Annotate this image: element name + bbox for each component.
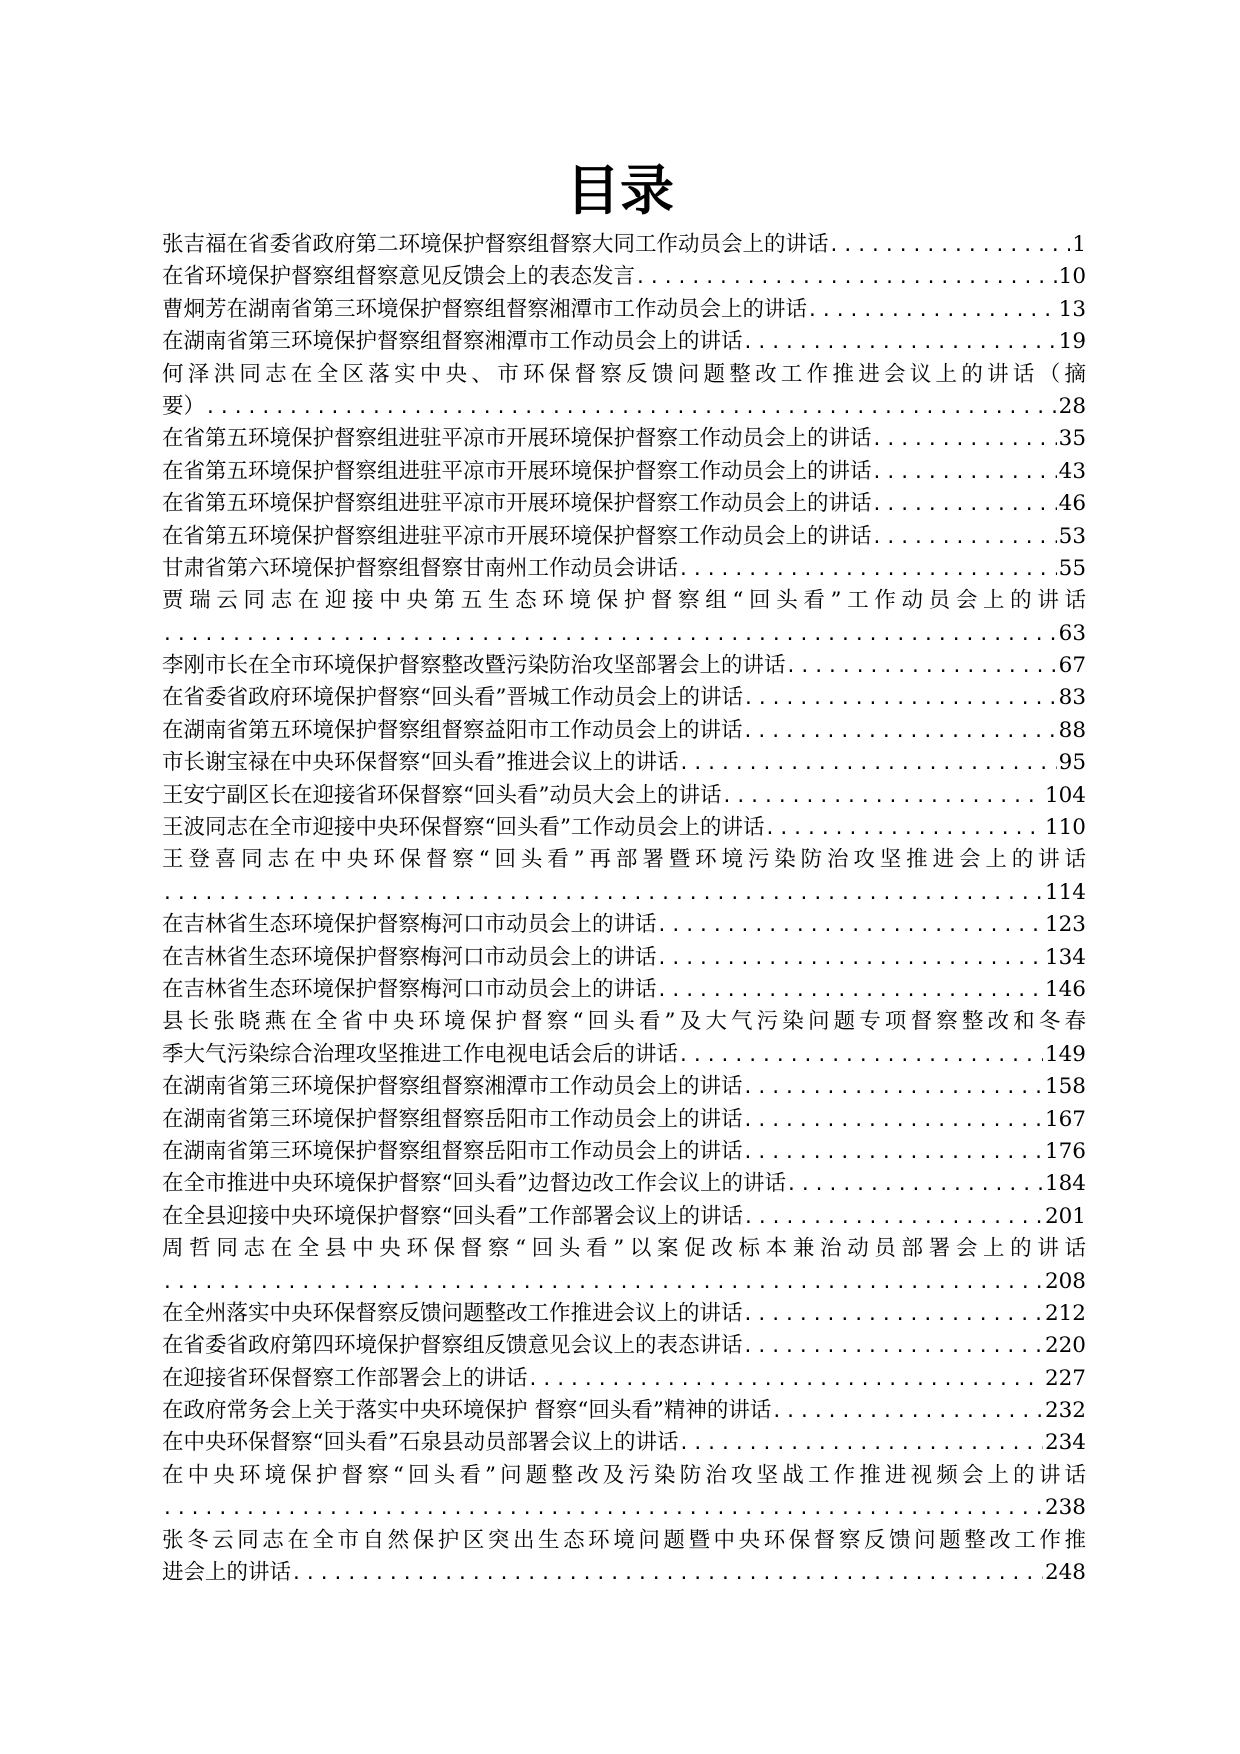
toc-entry[interactable] [162,780,1086,812]
toc-page-number: 104 [1044,782,1086,808]
dot-leader [722,781,1043,812]
dot-leader [743,1331,1043,1362]
toc-entry-title: 何泽洪同志在全区落实中央、市环保督察反馈问题整改工作推进会议上的讲话（摘 [162,361,1086,387]
dot-leader [743,683,1057,714]
toc-entry-title: 在湖南省第三环境保护督察组督察湘潭市工作动员会上的讲话 [162,1074,743,1100]
dot-leader [162,1267,1043,1298]
dot-leader [528,1364,1043,1395]
toc-entry-title: 在全市推进中央环境保护督察“回头看”边督边改工作会议上的讲话 [162,1171,786,1197]
toc-entry[interactable] [162,423,1086,455]
toc-entry-title: 在省第五环境保护督察组进驻平凉市开展环境保护督察工作动员会上的讲话 [162,458,872,484]
toc-page-number: 158 [1044,1074,1086,1100]
toc-entry-title: 在湖南省第三环境保护督察组督察岳阳市工作动员会上的讲话 [162,1138,743,1164]
dot-leader [657,943,1043,974]
toc-page-number: 95 [1058,750,1086,776]
toc-entry[interactable] [162,1525,1086,1590]
dot-leader [743,1105,1043,1136]
toc-entry-title: 甘肃省第六环境保护督察组督察甘南州工作动员会讲话 [162,555,679,581]
dot-leader [829,230,1071,261]
dot-leader [657,910,1043,941]
dot-leader [291,1558,1043,1589]
page-title: 目录 [566,159,674,222]
toc-page-number: 13 [1058,296,1086,322]
toc-page-number: 55 [1058,555,1086,581]
dot-leader [872,522,1057,553]
dot-leader [743,1137,1043,1168]
dot-leader [743,1072,1043,1103]
dot-leader [635,262,1057,293]
toc-entry[interactable] [162,326,1086,358]
toc-entry-title: 在省第五环境保护督察组进驻平凉市开展环境保护督察工作动员会上的讲话 [162,523,872,549]
toc-entry[interactable] [162,1168,1086,1200]
toc-page-number: 167 [1044,1106,1086,1132]
toc-page-number: 146 [1044,976,1086,1002]
dot-leader [743,327,1057,358]
toc-entry[interactable] [162,456,1086,488]
toc-page-number: 88 [1058,717,1086,743]
toc-page-number: 19 [1058,329,1086,355]
toc-page-number: 220 [1044,1333,1086,1359]
toc-entry[interactable] [162,1201,1086,1233]
dot-leader [743,716,1057,747]
toc-page-number: 208 [1044,1268,1086,1294]
dot-leader [743,1202,1043,1233]
toc-entry-title: 季大气污染综合治理攻坚推进工作电视电话会后的讲话 [162,1041,679,1067]
toc-page-number: 232 [1044,1398,1086,1424]
dot-leader [771,1396,1043,1427]
dot-leader [872,489,1057,520]
toc-page-number: 114 [1044,879,1086,905]
toc-entry-title: 进会上的讲话 [162,1560,292,1586]
toc-page-number: 234 [1044,1430,1086,1456]
dot-leader [743,1299,1043,1330]
toc-page-number: 67 [1058,653,1086,679]
toc-entry-title: 贾瑞云同志在迎接中央第五生态环境保护督察组“回头看”工作动员会上的讲话 [162,588,1086,614]
toc-entry[interactable] [162,229,1086,261]
dot-leader [807,295,1057,326]
toc-entry[interactable] [162,650,1086,682]
toc-entry-title: 周哲同志在全县中央环保督察“回头看”以案促改标本兼治动员部署会上的讲话 [162,1236,1086,1262]
dot-leader [205,392,1057,423]
toc-entry[interactable] [162,844,1086,909]
toc-page-number: 227 [1044,1365,1086,1391]
toc-entry[interactable] [162,747,1086,779]
toc-entry-title: 张吉福在省委省政府第二环境保护督察组督察大同工作动员会上的讲话 [162,232,829,257]
toc-entry[interactable] [162,585,1086,650]
toc-page-number: 110 [1044,815,1086,841]
toc-page-number: 238 [1044,1495,1086,1521]
toc-entry-title: 市长谢宝禄在中央环保督察“回头看”推进会议上的讲话 [162,750,679,776]
toc-entry-title: 在中央环保督察“回头看”石泉县动员部署会议上的讲话 [162,1430,679,1456]
toc-entry-title: 县长张晓燕在全省中央环境保护督察“回头看”及大气污染问题专项督察整改和冬春 [162,1009,1086,1035]
dot-leader [162,1493,1043,1524]
toc-entry-title: 在政府常务会上关于落实中央环境保护 督察“回头看”精神的讲话 [162,1398,772,1424]
toc-entry[interactable] [162,682,1086,714]
dot-leader [786,651,1057,682]
toc-entry-title: 要） [162,393,206,419]
toc-entry-title: 在吉林省生态环境保护督察梅河口市动员会上的讲话 [162,976,657,1002]
toc-page-number: 63 [1058,620,1086,646]
toc-page-number: 10 [1058,264,1086,290]
toc-entry[interactable] [162,521,1086,553]
toc-entry[interactable] [162,1233,1086,1298]
toc-entry-title: 在省第五环境保护督察组进驻平凉市开展环境保护督察工作动员会上的讲话 [162,426,872,452]
toc-page-number: 201 [1044,1203,1086,1229]
toc-entry[interactable] [162,942,1086,974]
dot-leader [162,878,1043,909]
dot-leader [162,619,1057,650]
toc-entry[interactable] [162,1460,1086,1525]
toc-page-number: 46 [1058,491,1086,517]
toc-entry[interactable] [162,261,1086,293]
toc-page-number: 123 [1044,912,1086,938]
toc-entry[interactable] [162,909,1086,941]
toc-entry-title: 在湖南省第三环境保护督察组督察岳阳市工作动员会上的讲话 [162,1106,743,1132]
toc-page-number: 53 [1058,523,1086,549]
toc-entry-title: 在全州落实中央环保督察反馈问题整改工作推进会议上的讲话 [162,1300,743,1326]
toc-page-number: 28 [1058,393,1086,419]
toc-page-number: 149 [1044,1041,1086,1067]
toc-entry[interactable] [162,1395,1086,1427]
toc-page-number: 184 [1044,1171,1086,1197]
toc-page-number: 134 [1044,944,1086,970]
toc-entry[interactable] [162,1298,1086,1330]
toc-page-number: 212 [1044,1300,1086,1326]
toc-entry[interactable] [162,359,1086,424]
toc-entry-title: 在湖南省第三环境保护督察组督察湘潭市工作动员会上的讲话 [162,329,743,355]
toc-entry[interactable] [162,1006,1086,1071]
toc-entry-title: 在省委省政府第四环境保护督察组反馈意见会议上的表态讲话 [162,1333,743,1359]
toc-entry[interactable] [162,1104,1086,1136]
toc-entry[interactable] [162,1363,1086,1395]
table-of-contents [162,229,1086,1589]
toc-entry-title: 李刚市长在全市环境保护督察整改暨污染防治攻坚部署会上的讲话 [162,653,786,679]
toc-entry[interactable] [162,974,1086,1006]
toc-entry-title: 在省环境保护督察组督察意见反馈会上的表态发言 [162,264,636,290]
dot-leader [679,1428,1043,1459]
toc-entry-title: 在吉林省生态环境保护督察梅河口市动员会上的讲话 [162,944,657,970]
toc-entry-title: 在吉林省生态环境保护督察梅河口市动员会上的讲话 [162,912,657,938]
toc-page-number: 43 [1058,458,1086,484]
toc-entry[interactable] [162,1071,1086,1103]
toc-entry-title: 在全县迎接中央环境保护督察“回头看”工作部署会议上的讲话 [162,1203,743,1229]
toc-entry[interactable] [162,1427,1086,1459]
dot-leader [657,975,1043,1006]
toc-entry[interactable] [162,1330,1086,1362]
toc-entry-title: 在迎接省环保督察工作部署会上的讲话 [162,1365,528,1391]
toc-entry-title: 在湖南省第五环境保护督察组督察益阳市工作动员会上的讲话 [162,717,743,743]
toc-entry-title: 张冬云同志在全市自然保护区突出生态环境问题暨中央环保督察反馈问题整改工作推 [162,1527,1086,1553]
dot-leader [765,813,1043,844]
toc-page-number: 83 [1058,685,1086,711]
toc-entry-title: 曹炯芳在湖南省第三环境保护督察组督察湘潭市工作动员会上的讲话 [162,296,808,322]
toc-entry[interactable] [162,715,1086,747]
toc-entry[interactable] [162,553,1086,585]
toc-page-number: 35 [1058,426,1086,452]
toc-entry-title: 在中央环境保护督察“回头看”问题整改及污染防治攻坚战工作推进视频会上的讲话 [162,1462,1086,1488]
dot-leader [872,457,1057,488]
toc-page-number: 248 [1044,1560,1086,1586]
toc-entry-title: 王波同志在全市迎接中央环保督察“回头看”工作动员会上的讲话 [162,815,765,841]
dot-leader [679,748,1057,779]
toc-entry-title: 在省委省政府环境保护督察“回头看”晋城工作动员会上的讲话 [162,685,743,711]
toc-entry-title: 王安宁副区长在迎接省环保督察“回头看”动员大会上的讲话 [162,782,722,808]
dot-leader [872,424,1057,455]
toc-page-number: 176 [1044,1138,1086,1164]
dot-leader [786,1169,1043,1200]
toc-entry-title: 王登喜同志在中央环保督察“回头看”再部署暨环境污染防治攻坚推进会上的讲话 [162,847,1086,873]
toc-page-number: 1 [1072,232,1086,257]
dot-leader [678,1040,1043,1071]
toc-entry[interactable] [162,294,1086,326]
toc-entry[interactable] [162,1136,1086,1168]
toc-entry[interactable] [162,812,1086,844]
toc-entry-title: 在省第五环境保护督察组进驻平凉市开展环境保护督察工作动员会上的讲话 [162,491,872,517]
dot-leader [678,554,1057,585]
toc-entry[interactable] [162,488,1086,520]
